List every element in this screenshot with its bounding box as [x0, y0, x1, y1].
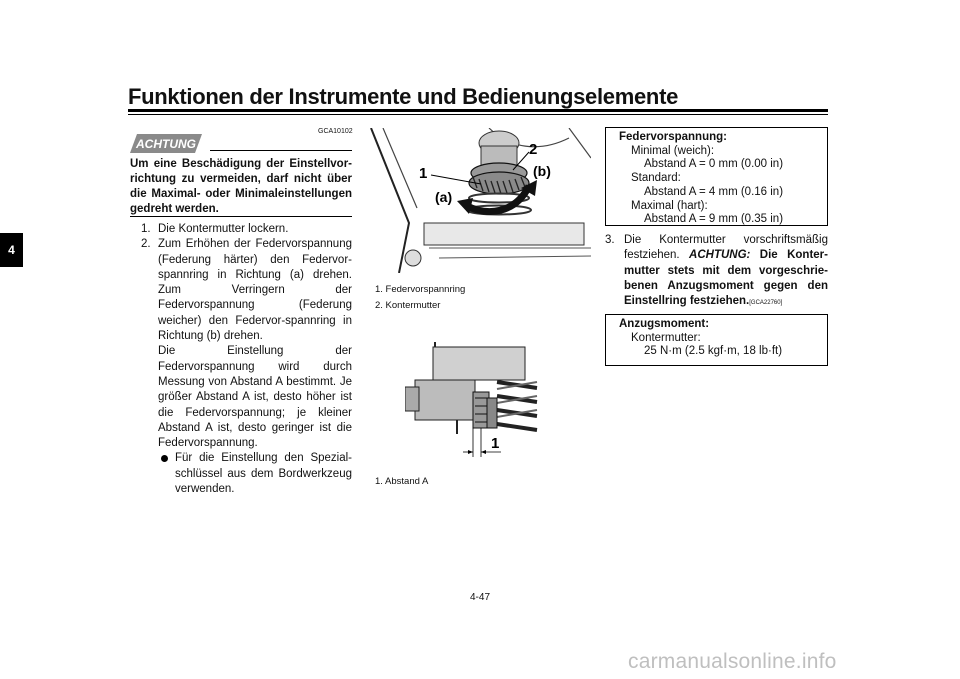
- figure-caption: 1. Federvorspannring: [375, 284, 466, 295]
- spec-label: Standard:: [631, 172, 681, 185]
- spec-value: Abstand A = 0 mm (0.00 in): [644, 158, 784, 171]
- spec-box-preload: [605, 127, 828, 226]
- inline-warning-text: Die Konter-mutter stets mit dem vorgeschrie-benen Anzugsmoment gegen den Einstellring festziehen.: [624, 249, 828, 308]
- header-rule: [128, 109, 828, 112]
- bullet-text: Für die Einstellung den Spezial-schlüssel aus dem Bordwerkzeug verwenden.: [175, 452, 352, 496]
- step-1: [141, 222, 352, 237]
- header-rule-thin: [128, 114, 828, 115]
- achtung-badge-label: ACHTUNG: [136, 137, 196, 151]
- spec-label: Kontermutter:: [631, 331, 701, 344]
- step-3-block: [605, 233, 828, 311]
- spec-value: Abstand A = 9 mm (0.35 in): [644, 213, 784, 226]
- watermark: carmanualsonline.info: [628, 650, 837, 673]
- figure-label-1: 1: [419, 165, 428, 182]
- figure-2-caption: 1. Abstand A: [375, 476, 429, 487]
- bullet-item: [158, 451, 352, 497]
- figure-label-b: (b): [533, 163, 551, 179]
- step-number: 1.: [141, 223, 151, 235]
- step-number: 3.: [605, 234, 615, 246]
- step-text: Die Kontermutter lockern.: [158, 223, 289, 235]
- spec-value: 25 N·m (2.5 kgf·m, 18 lb·ft): [644, 345, 783, 358]
- warning-top-rule: [210, 150, 352, 151]
- page-number: 4-47: [469, 592, 490, 603]
- steps-list: [141, 222, 352, 497]
- step-number: 2.: [141, 238, 151, 251]
- spec-heading: Anzugsmoment:: [619, 318, 710, 330]
- step-2: [141, 237, 352, 497]
- chapter-tab: 4: [0, 233, 23, 267]
- figure-label-2: 2: [529, 141, 538, 158]
- page-title: Funktionen der Instrumente und Bedienungselemente: [128, 84, 679, 109]
- spec-label: Maximal (hart):: [631, 199, 708, 212]
- step-3: [605, 233, 828, 311]
- step-text: Die Einstellung der Federvorspannung wird durch Messung von Abstand A bestimmt. Je größer Abstand A ist, desto höher ist die Federvorspannung; je kleiner Abstand A ist, desto geringer ist die Federvorspannung.: [158, 345, 352, 450]
- figure-1-captions: [375, 282, 465, 314]
- warning-code: GCA10102: [318, 128, 353, 135]
- figure-distance-a: [405, 342, 565, 462]
- spec-value: Abstand A = 4 mm (0.16 in): [644, 185, 784, 198]
- figure-caption: 2. Kontermutter: [375, 300, 441, 311]
- spec-label: Minimal (weich):: [631, 144, 715, 157]
- figure-label-1: 1: [491, 435, 500, 452]
- achtung-badge: [130, 134, 202, 153]
- inline-warning-label: ACHTUNG:: [689, 249, 751, 262]
- warning-bottom-rule: [130, 216, 352, 217]
- bullet-dot-icon: [161, 455, 168, 462]
- warning-text: Um eine Beschädigung der Einstellvor-richtung zu vermeiden, darf nicht über die Maximal- oder Minimaleinstellungen gedreht werden.: [130, 158, 352, 215]
- figure-preload-ring: [369, 128, 591, 273]
- step-text: Zum Erhöhen der Federvorspannung (Federung härter) den Federvor-spannring in Richtung (a) drehen. Zum Verringern der Federvorspannung (Federung weicher) den Federvor-spannring in Richtung (b) drehen.: [158, 238, 352, 343]
- spec-heading: Federvorspannung:: [619, 131, 727, 143]
- warning-reference-code: [GCA22760]: [749, 300, 783, 307]
- step-text: Die Kontermutter vorschriftsmäßig festziehen.: [624, 234, 828, 262]
- spec-box-torque: [605, 314, 828, 366]
- figure-label-a: (a): [435, 189, 453, 205]
